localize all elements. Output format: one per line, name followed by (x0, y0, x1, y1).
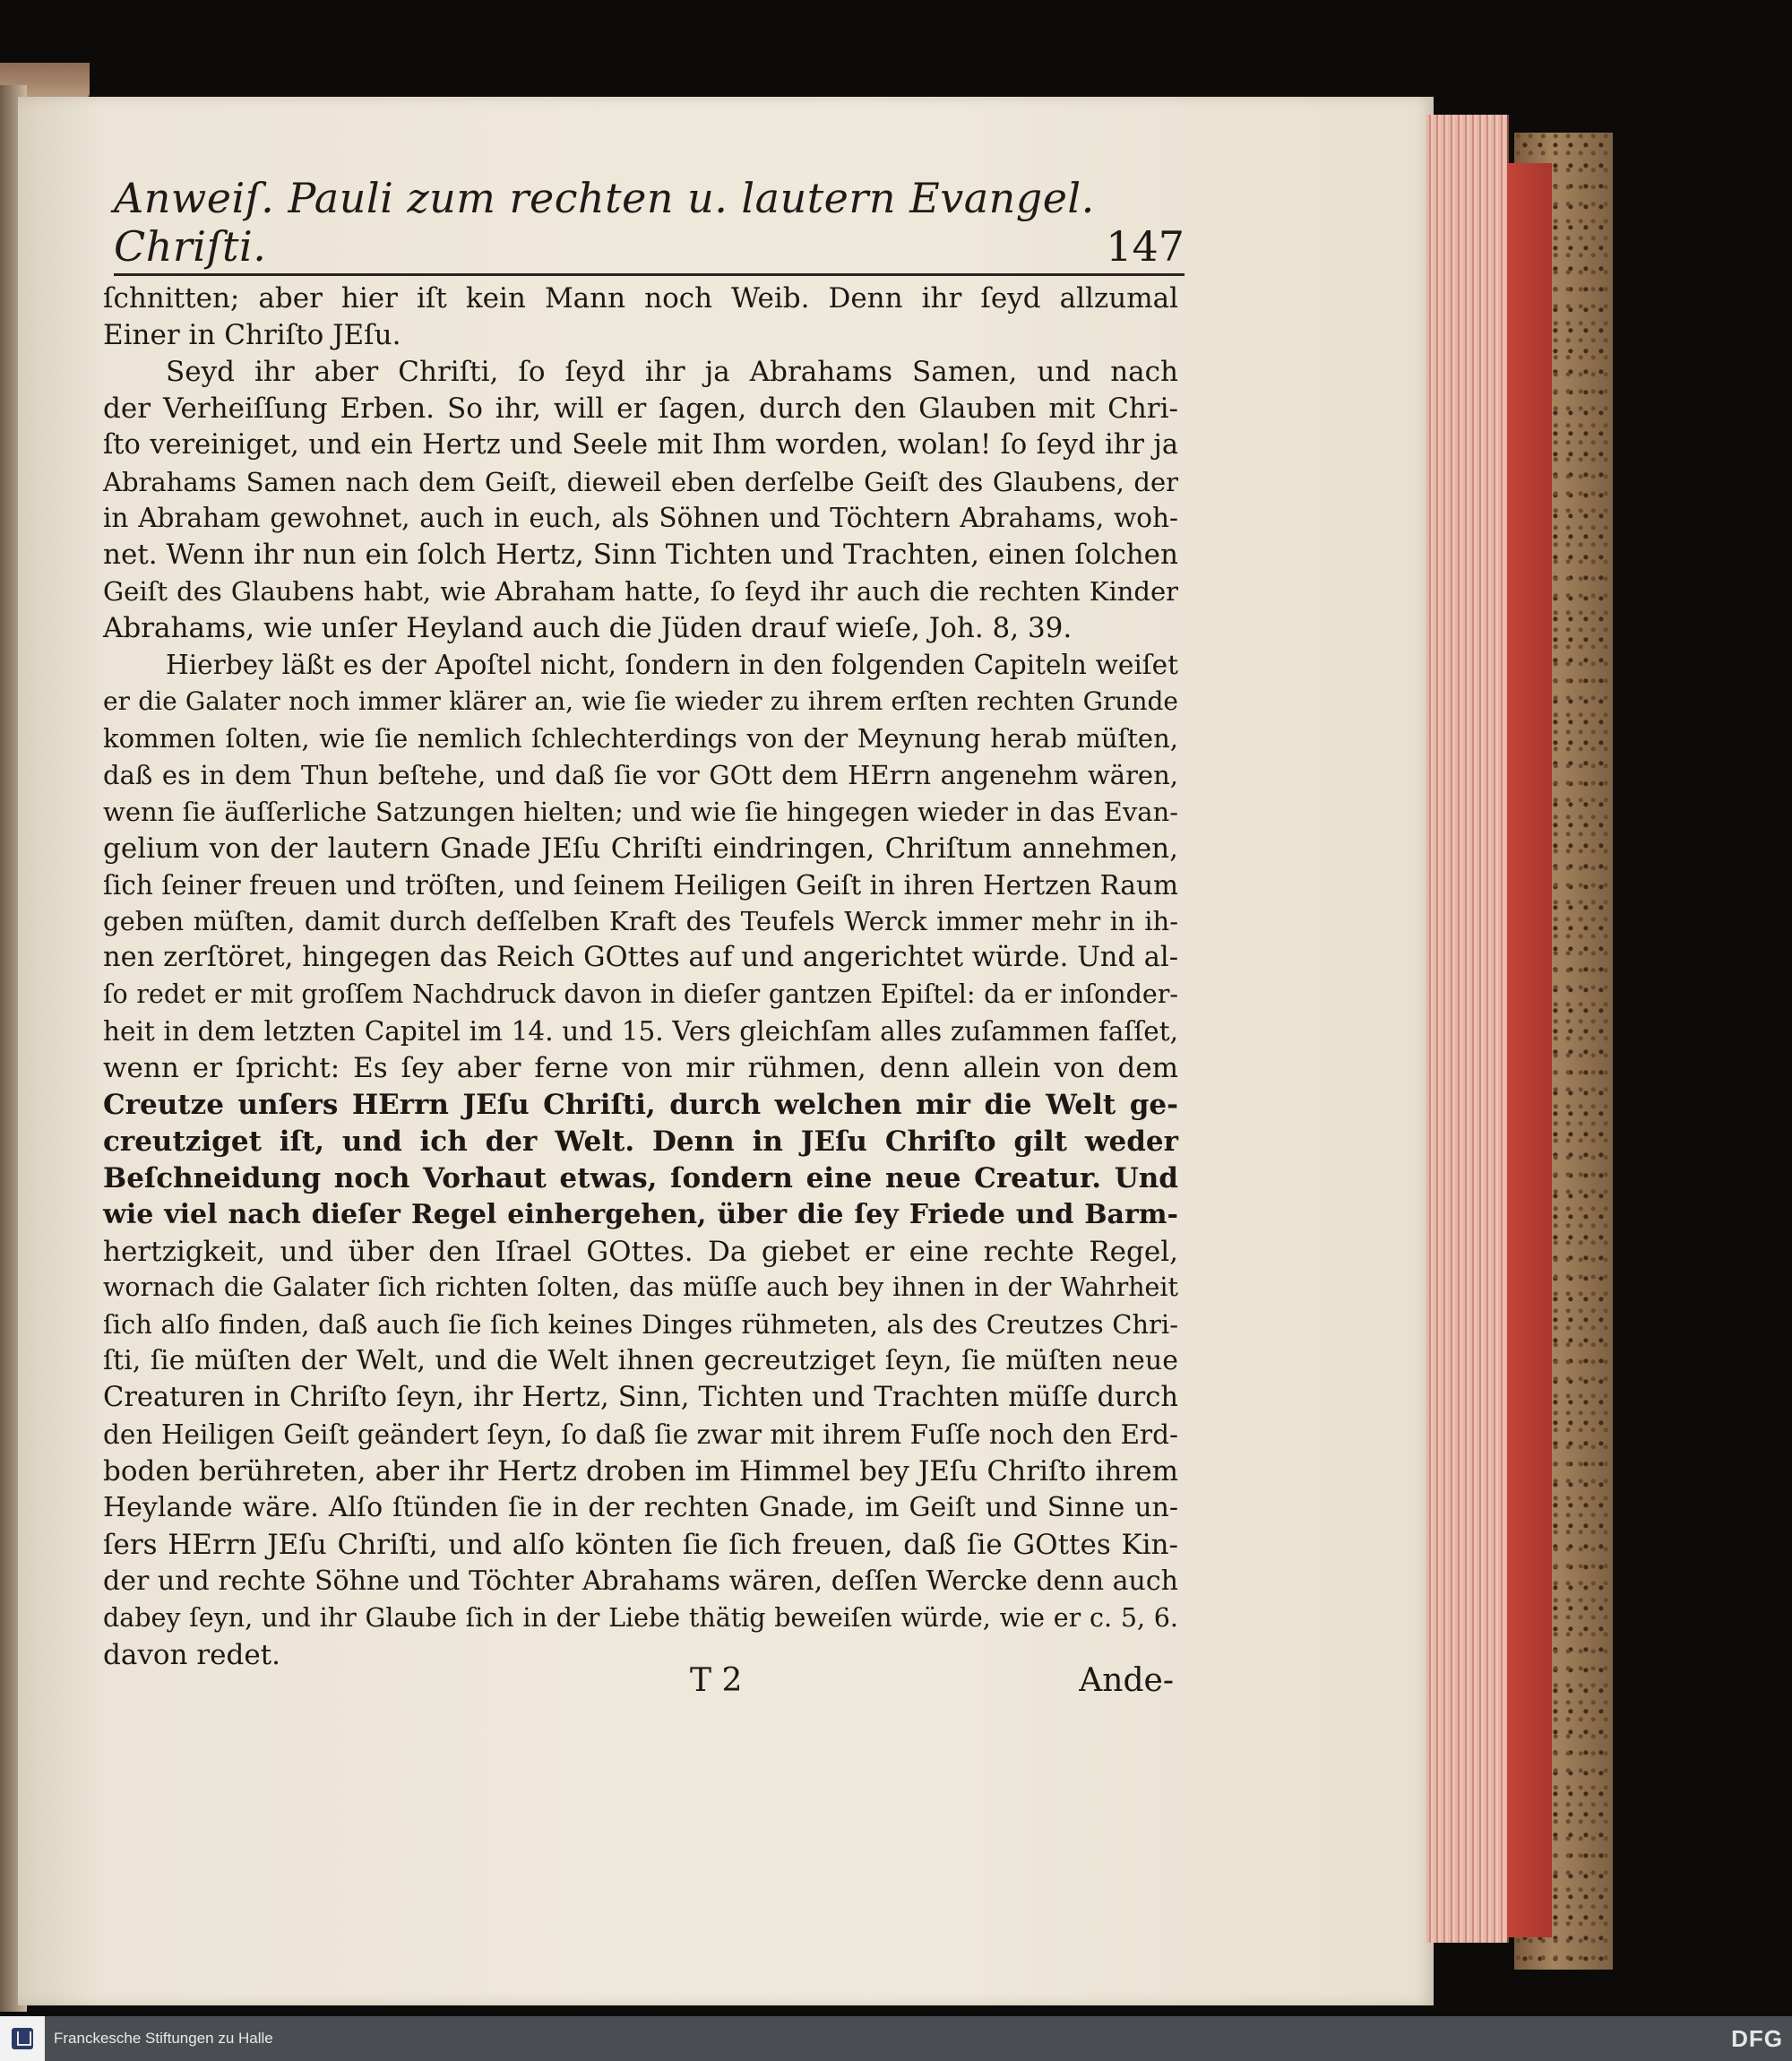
text-line: wie viel nach dieſer Regel einhergehen, über die ſey Friede und Barm- (103, 1198, 1178, 1230)
text-line: boden berühreten, aber ihr Hertz droben im Himmel bey JEſu Chriſto ihrem (103, 1455, 1178, 1488)
francke-foundation-logo-icon[interactable] (0, 2016, 45, 2061)
text-line: ſti, ſie müſten der Welt, und die Welt ihnen gecreutziget ſeyn, ſie müſten neue (103, 1345, 1178, 1377)
page-footer (690, 1662, 1174, 1699)
text-line: Hierbey läßt es der Apoſtel nicht, ſondern in den folgenden Capiteln weiſet (166, 650, 1178, 681)
institution-name: Franckesche Stiftungen zu Halle (54, 2030, 273, 2047)
text-line: er die Galater noch immer klärer an, wie ſie wieder zu ihrem erſten rechten Grunde (103, 686, 1178, 716)
page-header (114, 174, 1185, 271)
signature-mark: T 2 (690, 1662, 743, 1699)
text-line: hertzigkeit, und über den Iſrael GOttes. Da giebet er eine rechte Regel, (103, 1235, 1178, 1268)
text-line: daß es in dem Thun beſtehe, und daß ſie vor GOtt dem HErrn angenehm wären, (103, 759, 1178, 790)
dfg-logo[interactable]: DFG (1731, 2025, 1783, 2052)
text-line: in Abraham gewohnet, auch in euch, als Söhnen und Töchtern Abrahams, woh- (103, 503, 1178, 534)
text-line: geben müſten, damit durch deſſelben Kraft des Teufels Werck immer mehr in ih- (103, 906, 1178, 937)
text-line: net. Wenn ihr nun ein ſolch Hertz, Sinn Tichten und Trachten, einen ſolchen (103, 539, 1178, 572)
text-line: der Verheiſſung Erben. So ihr, will er ſagen, durch den Glauben mit Chri- (103, 392, 1178, 425)
header-rule (114, 273, 1185, 276)
catchword: Ande- (1079, 1662, 1174, 1699)
text-line: wenn er ſpricht: Es ſey aber ferne von mir rühmen, denn allein von dem (103, 1052, 1178, 1085)
text-line: Creaturen in Chriſto ſeyn, ihr Hertz, Sinn, Tichten und Trachten müſſe durch (103, 1382, 1178, 1414)
page-body-text (103, 280, 1178, 1673)
text-line: kommen ſolten, wie ſie nemlich ſchlechterdings von der Meynung herab müſten, (103, 722, 1178, 754)
text-line: dabey ſeyn, und ihr Glaube ſich in der Liebe thätig beweiſen würde, wie er c. 5, 6. (103, 1602, 1178, 1633)
text-line: ſich ſeiner freuen und tröſten, und ſeinem Heiligen Geiſt in ihren Hertzen Raum (103, 869, 1178, 901)
text-line: wenn ſie äuſſerliche Satzungen hielten; und wie ſie hingegen wieder in das Evan- (103, 796, 1178, 827)
text-line: der und rechte Söhne und Töchter Abrahams wären, deſſen Wercke denn auch (103, 1565, 1178, 1597)
text-line: Heylande wäre. Alſo ſtünden ſie in der rechten Gnade, im Geiſt und Sinne un- (103, 1491, 1178, 1523)
text-line: ſchnitten; aber hier iſt kein Mann noch Weib. Denn ihr ſeyd allzumal (103, 282, 1178, 315)
text-line: ſto vereiniget, und ein Hertz und Seele mit Ihm worden, wolan! ſo ſeyd ihr ja (103, 428, 1178, 461)
text-line: Einer in Chriſto JEſu. (103, 318, 401, 351)
text-line: Seyd ihr aber Chriſti, ſo ſeyd ihr ja Abrahams Samen, und nach (166, 355, 1178, 388)
text-line: Abrahams, wie unſer Heyland auch die Jüden drauf wieſe, Joh. 8, 39. (103, 612, 1073, 645)
text-line: ſo redet er mit groſſem Nachdruck davon in dieſer gantzen Epiſtel: da er inſonder- (103, 979, 1178, 1010)
text-line: Abrahams Samen nach dem Geiſt, dieweil eben derſelbe Geiſt des Glaubens, der (103, 466, 1178, 497)
text-line: gelium von der lautern Gnade JEſu Chriſti eindringen, Chriſtum annehmen, (103, 832, 1178, 865)
text-line: heit in dem letzten Capitel im 14. und 15. Vers gleichſam alles zuſammen faſſet, (103, 1016, 1178, 1048)
text-line: den Heiligen Geiſt geändert ſeyn, ſo daß ſie zwar mit ihrem Fuſſe noch den Erd- (103, 1419, 1178, 1451)
text-line: ſers HErrn JEſu Chriſti, und alſo könten ſie ſich freuen, daß ſie GOttes Kin- (103, 1528, 1178, 1561)
viewer-footer-bar (0, 2016, 1792, 2061)
page-number: 147 (1106, 222, 1185, 271)
text-line: ſich alſo finden, daß auch ſie ſich keines Dinges rühmeten, als des Creutzes Chri- (103, 1309, 1178, 1341)
text-line: Beſchneidung noch Vorhaut etwas, ſondern eine neue Creatur. Und (103, 1161, 1178, 1194)
text-line: Geiſt des Glaubens habt, wie Abraham hatte, ſo ſeyd ihr auch die rechten Kinder (103, 576, 1178, 608)
text-line: davon redet. (103, 1638, 280, 1671)
text-line: wornach die Galater ſich richten ſolten, das müſſe auch bey ihnen in der Wahrheit (103, 1272, 1178, 1303)
page-block-edges (1426, 115, 1509, 1943)
text-line: creutziget iſt, und ich der Welt. Denn in JEſu Chriſto gilt weder (103, 1125, 1178, 1158)
running-title: Anweiſ. Pauli zum rechten u. lautern Evangel. Chriſti. (114, 174, 1095, 271)
red-cover-edge (1507, 163, 1552, 1937)
text-line: nen zerſtöret, hingegen das Reich GOttes auf und angerichtet würde. Und al- (103, 942, 1178, 974)
text-line: Creutze unſers HErrn JEſu Chriſti, durch welchen mir die Welt ge- (103, 1088, 1178, 1121)
